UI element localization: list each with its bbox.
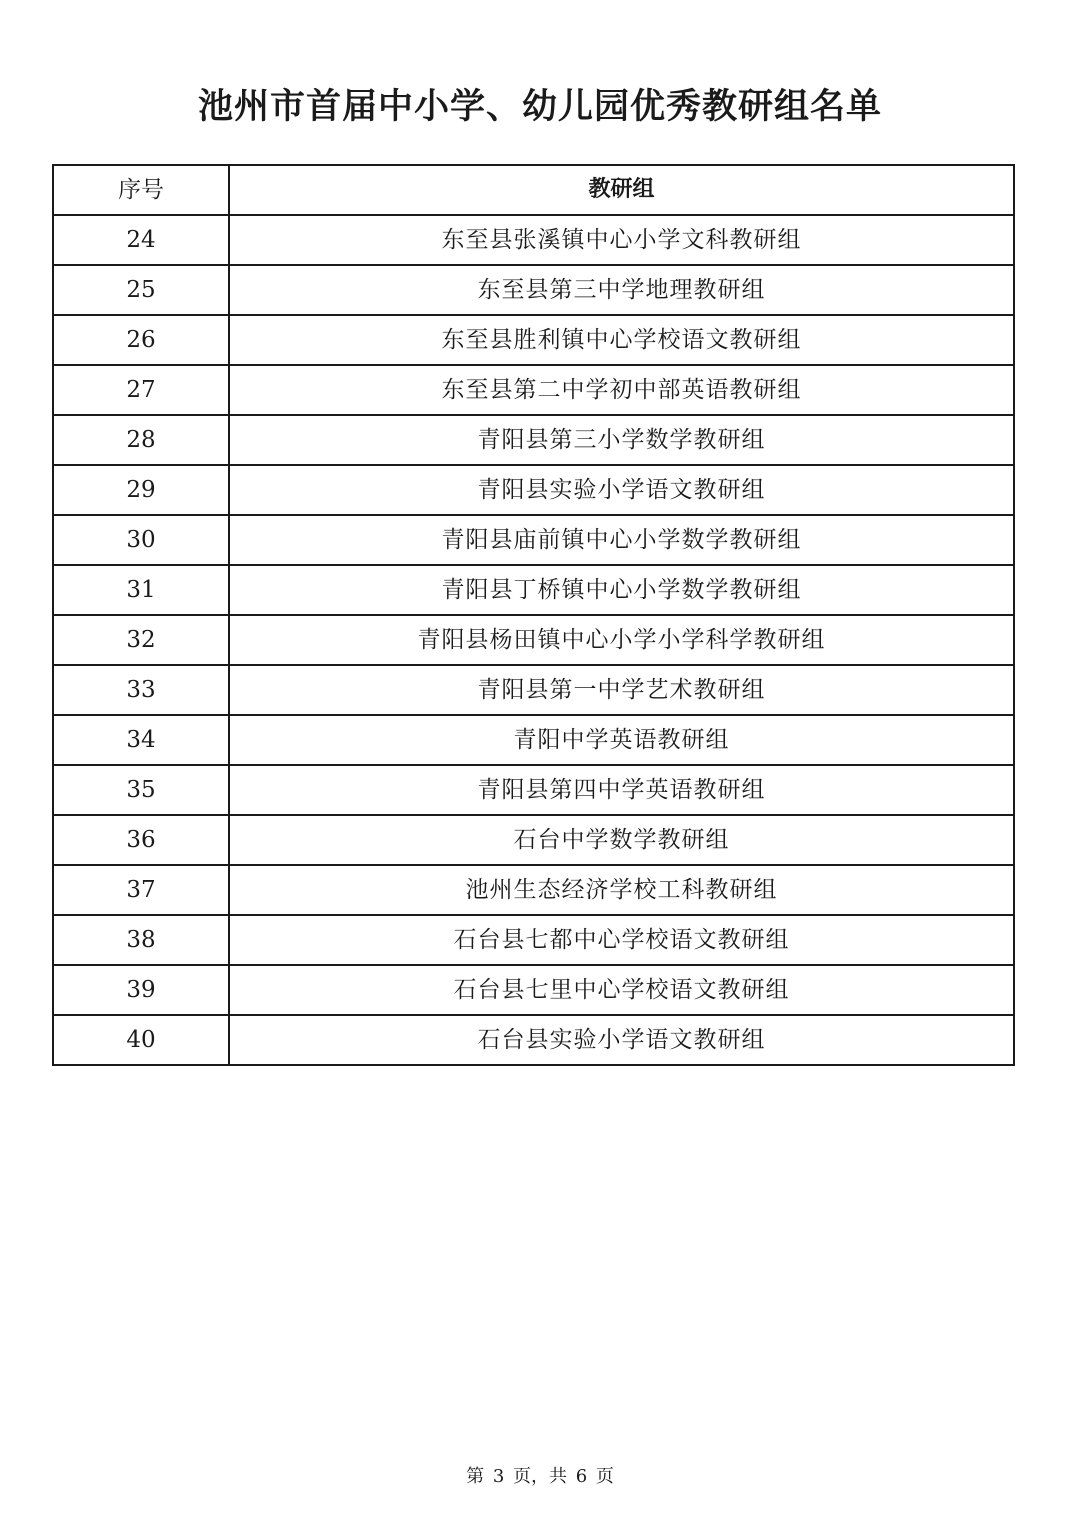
- row-group-name: 石台县实验小学语文教研组: [229, 1015, 1014, 1065]
- table-row: [53, 265, 1014, 315]
- row-number: 32: [53, 615, 229, 665]
- row-number: 29: [53, 465, 229, 515]
- table-header-row: [53, 165, 1014, 215]
- header-number: 序号: [53, 165, 229, 215]
- row-group-name: 青阳县第四中学英语教研组: [229, 765, 1014, 815]
- row-number: 37: [53, 865, 229, 915]
- row-group-name: 东至县张溪镇中心小学文科教研组: [229, 215, 1014, 265]
- row-number: 30: [53, 515, 229, 565]
- row-group-name: 青阳中学英语教研组: [229, 715, 1014, 765]
- header-group: 教研组: [229, 165, 1014, 215]
- row-number: 24: [53, 215, 229, 265]
- row-group-name: 东至县第二中学初中部英语教研组: [229, 365, 1014, 415]
- row-group-name: 青阳县庙前镇中心小学数学教研组: [229, 515, 1014, 565]
- row-group-name: 石台县七里中心学校语文教研组: [229, 965, 1014, 1015]
- table-row: [53, 765, 1014, 815]
- row-group-name: 东至县第三中学地理教研组: [229, 265, 1014, 315]
- row-number: 31: [53, 565, 229, 615]
- row-group-name: 石台县七都中心学校语文教研组: [229, 915, 1014, 965]
- table-row: [53, 865, 1014, 915]
- table-row: [53, 965, 1014, 1015]
- table-row: [53, 365, 1014, 415]
- page-number-footer: 第 3 页，共 6 页: [466, 1466, 614, 1487]
- row-group-name: 青阳县丁桥镇中心小学数学教研组: [229, 565, 1014, 615]
- table-row: [53, 615, 1014, 665]
- table-row: [53, 315, 1014, 365]
- row-number: 34: [53, 715, 229, 765]
- table-row: [53, 1015, 1014, 1065]
- document-title: 池州市首届中小学、幼儿园优秀教研组名单: [197, 87, 882, 127]
- row-number: 28: [53, 415, 229, 465]
- row-group-name: 青阳县第三小学数学教研组: [229, 415, 1014, 465]
- row-group-name: 东至县胜利镇中心学校语文教研组: [229, 315, 1014, 365]
- table-row: [53, 815, 1014, 865]
- row-group-name: 石台中学数学教研组: [229, 815, 1014, 865]
- row-number: 33: [53, 665, 229, 715]
- table-row: [53, 665, 1014, 715]
- row-number: 40: [53, 1015, 229, 1065]
- row-group-name: 青阳县实验小学语文教研组: [229, 465, 1014, 515]
- row-number: 39: [53, 965, 229, 1015]
- row-number: 27: [53, 365, 229, 415]
- table-row: [53, 215, 1014, 265]
- row-group-name: 青阳县杨田镇中心小学小学科学教研组: [229, 615, 1014, 665]
- row-number: 25: [53, 265, 229, 315]
- table-row: [53, 465, 1014, 515]
- table-row: [53, 915, 1014, 965]
- row-number: 36: [53, 815, 229, 865]
- row-group-name: 青阳县第一中学艺术教研组: [229, 665, 1014, 715]
- group-list-table: [52, 164, 1015, 1066]
- row-group-name: 池州生态经济学校工科教研组: [229, 865, 1014, 915]
- row-number: 35: [53, 765, 229, 815]
- table-row: [53, 515, 1014, 565]
- table-row: [53, 415, 1014, 465]
- table-row: [53, 715, 1014, 765]
- row-number: 38: [53, 915, 229, 965]
- table-row: [53, 565, 1014, 615]
- row-number: 26: [53, 315, 229, 365]
